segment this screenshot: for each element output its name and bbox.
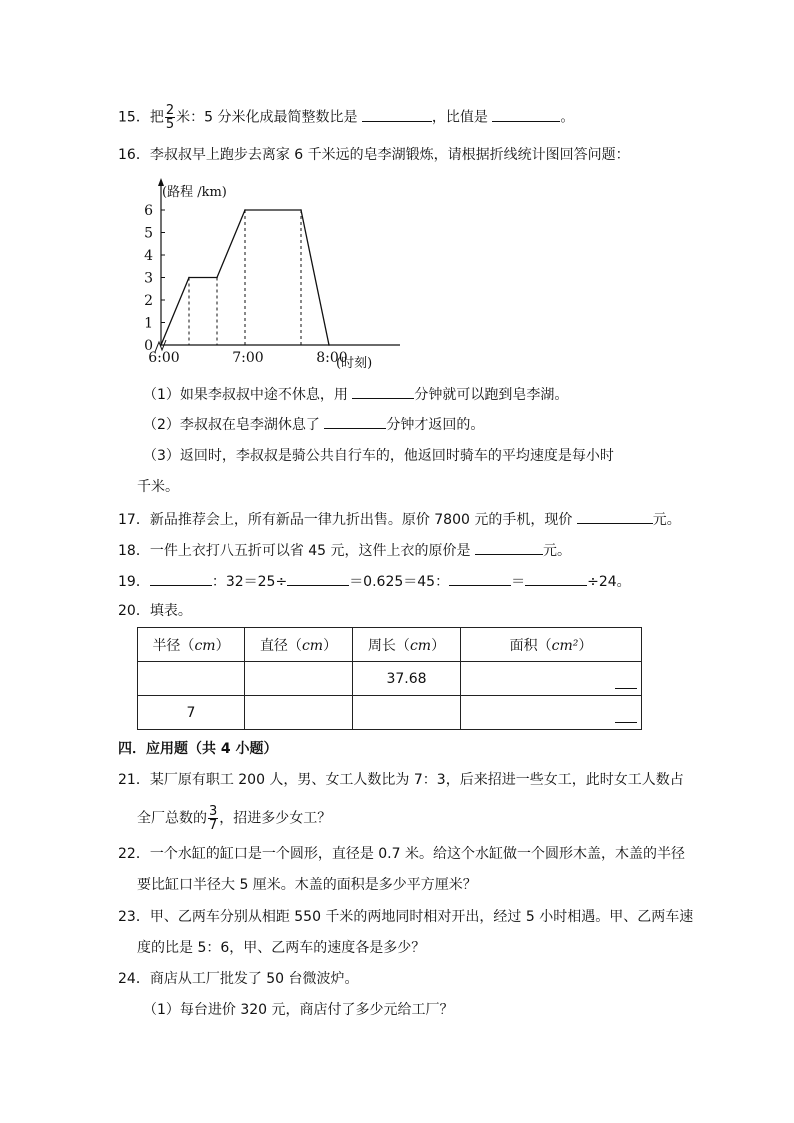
y-tick-label: 6: [144, 203, 153, 219]
answer-blank[interactable]: [449, 571, 511, 586]
y-tick-label: 1: [144, 315, 153, 332]
x-axis-label: (时刻): [336, 356, 373, 371]
table-cell[interactable]: [461, 662, 642, 696]
y-tick-label: 2: [144, 293, 153, 309]
question-16-sub3-cont: 千米。: [137, 479, 179, 495]
header-circumference: 周长（cm）: [353, 628, 461, 662]
answer-blank[interactable]: [324, 414, 386, 429]
answer-blank[interactable]: [615, 688, 637, 689]
question-16-sub1: （1）如果李叔叔中途不休息，用 分钟就可以跑到皂李湖。: [143, 384, 568, 404]
question-18: 18．一件上衣打八五折可以省 45 元，这件上衣的原价是 元。: [118, 540, 571, 560]
question-21-line1: 21．某厂原有职工 200 人，男、女工人数比为 7：3，后来招进一些女工，此时女工人数占: [118, 772, 684, 788]
table-header-row: [138, 628, 642, 662]
table-cell[interactable]: [138, 662, 245, 696]
question-21-line2: 全厂总数的 $\frac{3}{7}$ ，招进多少女工？: [137, 804, 332, 833]
table-cell[interactable]: [245, 696, 353, 730]
header-diameter: 直径（cm）: [245, 628, 353, 662]
table-cell[interactable]: [461, 696, 642, 730]
answer-blank[interactable]: [475, 540, 543, 555]
data-point: [188, 277, 190, 279]
answer-blank[interactable]: [150, 571, 212, 586]
data-point: [244, 209, 246, 211]
table-row: [138, 662, 642, 696]
question-24-sub1: （1）每台进价 320 元，商店付了多少元给工厂？: [143, 1002, 454, 1018]
question-24: 24．商店从工厂批发了 50 台微波炉。: [118, 971, 359, 987]
x-tick-label: 7:00: [232, 350, 264, 366]
header-area: 面积（cm²）: [461, 628, 642, 662]
question-16: 16．李叔叔早上跑步去离家 6 千米远的皂李湖锻炼，请根据折线统计图回答问题：: [118, 147, 630, 163]
section-title: 四．应用题（共 4 小题）: [118, 741, 278, 757]
question-19: 19． ：32＝25÷ ＝0.625＝45： ＝ ÷24。: [118, 571, 631, 591]
data-point: [216, 277, 218, 279]
question-text: ，比值是: [431, 109, 488, 126]
question-number: 15．: [118, 109, 150, 126]
y-tick-label: 5: [144, 225, 153, 242]
fraction: $\frac{3}{7}$: [209, 804, 218, 833]
question-22-line1: 22．一个水缸的缸口是一个圆形，直径是 0.7 米。给这个水缸做一个圆形木盖，木盖的半径: [118, 846, 685, 862]
answer-blank[interactable]: [362, 107, 432, 122]
y-axis-label: (路程 /km): [162, 185, 227, 200]
header-radius: 半径（cm）: [138, 628, 245, 662]
y-tick-label: 3: [144, 270, 153, 287]
x-tick-label: 6:00: [148, 350, 180, 366]
question-20: 20．填表。: [118, 603, 192, 619]
question-23-line2: 度的比是 5：6，甲、乙两车的速度各是多少？: [137, 940, 426, 956]
fraction: $\frac{2}{5}$: [165, 103, 175, 132]
answer-blank[interactable]: [492, 107, 560, 122]
question-16-sub2: （2）李叔叔在皂李湖休息了 分钟才返回的。: [143, 414, 484, 434]
answer-blank[interactable]: [525, 571, 587, 586]
question-text: 把: [149, 109, 164, 126]
data-point: [160, 344, 162, 346]
data-point: [300, 209, 302, 211]
question-15: [118, 104, 574, 131]
x-tick-label: 8:00: [316, 350, 348, 366]
question-16-sub3: （3）返回时，李叔叔是骑公共自行车的，他返回时骑车的平均速度是每小时: [143, 448, 614, 464]
question-text: 米：5 分米化成最简整数比是: [176, 109, 358, 126]
table-cell[interactable]: [353, 696, 461, 730]
y-tick-label: 0: [144, 338, 153, 354]
answer-blank[interactable]: [577, 509, 653, 524]
question-23-line1: 23．甲、乙两车分别从相距 550 千米的两地同时相对开出，经过 5 小时相遇。甲、乙两车速: [118, 909, 694, 925]
table-row: [138, 696, 642, 730]
question-text: 。: [560, 109, 575, 126]
table-cell: 37.68: [353, 662, 461, 696]
answer-blank[interactable]: [287, 571, 349, 586]
answer-blank[interactable]: [352, 384, 414, 399]
question-17: 17．新品推荐会上，所有新品一律九折出售。原价 7800 元的手机，现价 元。: [118, 509, 681, 529]
table-cell[interactable]: [245, 662, 353, 696]
fill-table: [137, 627, 642, 730]
answer-blank[interactable]: [615, 722, 637, 723]
table-cell: 7: [138, 696, 245, 730]
question-22-line2: 要比缸口半径大 5 厘米。木盖的面积是多少平方厘米？: [137, 877, 477, 893]
y-tick-label: 4: [144, 248, 153, 264]
line-chart: [130, 172, 430, 372]
data-point: [328, 344, 330, 346]
